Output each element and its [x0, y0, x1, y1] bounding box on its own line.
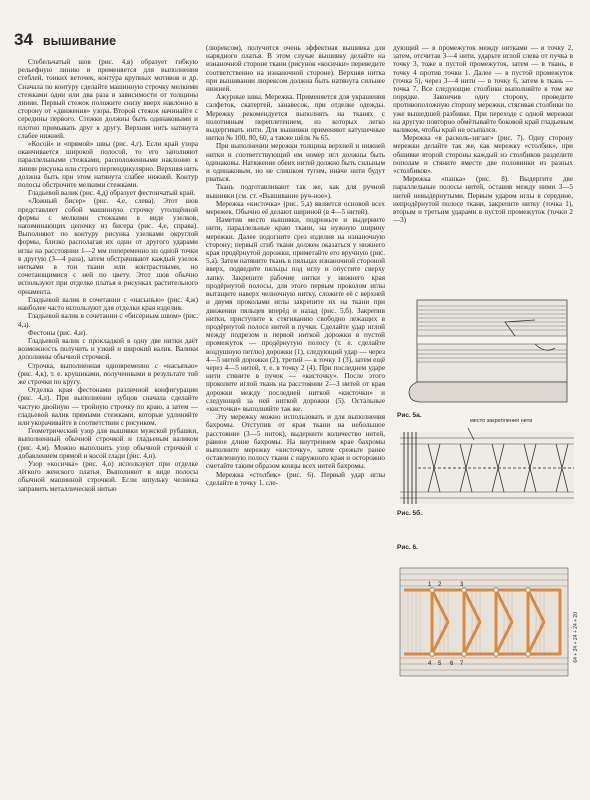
paragraph: «Косой» и «прямой» швы (рис. 4,г). Если край узора оканчивается широкой полосой, то его заполняют параллельными стежками, расположенными наклонно к линии рисунка или строго перпендикулярно. Верхняя нить должна быть при этом натянута слабее нижней. Контур полосы обстрочите мелкими стежками. — [18, 140, 198, 190]
paragraph: Мережка «кисточка» (рис. 5,а) является основой всех мережек. Обычно её делают шириной (в 4—5 нитей). — [206, 199, 385, 217]
paragraph: «Ложный бисер» (рис. 4,е, слева). Этот шов представляет собой машинную строчку утолщённой формы с мелкими стежками в виде узелков, напоминающих цепочку из бисера (рис. 4,е, справа). Выполняют по контуру рисунка узелками округлой формы, близко располагая их один от другого ударами иглы на расстоянии 1—2 мм попеременно из одной точки в другую (3—4 раза), затем обстрачивают каждый узелок нитками в тон ткани или контрастными, но сочетающимися с ней по цвету. Этот шов обычно используют при отделке платья в рисунках растительного орнамента. — [18, 197, 198, 296]
point-label: 6 — [450, 661, 454, 667]
paragraph: (люрексом), получится очень эффектная вышивка для нарядного платья. В этом случае вышивку делайте на изнаночной стороне ткани (рисунок «косички» переведите соответственно на изнаночной стороне). Верхняя нитка при вышивании люрексом должна быть натянута сильнее нижней. — [206, 44, 385, 94]
page-number: 34 — [14, 30, 33, 49]
paragraph: Гладьевой валик (рис. 4,д) образует фестончатый край. — [28, 189, 196, 198]
paragraph: При выполнении мережки толщина верхней и нижней нитки и соответствующий им номер игл должны быть одинаковы. Натяжение обеих нитей должно быть сильным и одинаковым, но не слишком тугим, иначе нити будут рваться. — [206, 142, 385, 184]
column-middle — [206, 44, 385, 794]
figure-6-caption: Рис. 6. — [397, 544, 418, 551]
paragraph: Строчка, выполненная одновременно с «насыпью» (рис. 4,к), т. е. крушиками, полученными в результате той же строчки по кругу. — [18, 361, 198, 386]
point-label: 7 — [460, 661, 464, 667]
paragraph: дующий — в промежуток между нитками — в точку 2, затем, отсчитав 3—4 нити, ударьте иглой слева от пучка в точку 3, тоже в пустой промежуток, затем — в ткань, в точку 4 против точки 1. Далее — в пустой промежуток (точка 5), через 3—4 нити — в точку 6, затем в ткань — точка 7. Все следующие столбики выполняйте в том же порядке. Закончив одну сторону, проведите противоположную сторону мережки, стягивая столбики по уже вышедшей разбивке. При переходе с одной мережки на другую повторно обмётывайте боковой край гладьевым валиком, чтобы край не осыпался. — [393, 44, 573, 135]
point-label: 3 — [460, 582, 464, 588]
paragraph: Эту мережку можно использовать и для выполнения бахромы. Отступив от края ткани на небольшое расстояние (3—5 ниток), выдерните количество нитей, равное длине бахромы. На внутреннем крае бахромы выполните мережку «кисточку», затем срежьте ранее оставленную полосу ткани с наружного края и осторожно сметайте таким образом концы всех нитей бахромы. — [206, 413, 385, 471]
paragraph: Ткань подготавливают так же, как для ручной вышивки (см. ст. «Вышивание руч-ное»). — [206, 183, 385, 200]
paragraph: Мережка «столбик» (рис. 6). Первый удар иглы сделайте в точку 1, сле- — [206, 470, 385, 487]
paragraph: Узор «косичка» (рис. 4,о) используют при отделке лёгкого женского платья. Выполняют в виде полосы обычной машинной строчкой. Если шпульку челнока заправить металлической нитью — [18, 459, 198, 493]
figure-6 — [398, 566, 570, 678]
paragraph: Отделка края фестонами различной конфигурации (рис. 4,л). При выполнении зубцов сначала сделайте частую двойную — тройную строчку по краю, а затем — гладьевой валик прямыми стежками, которые удлиняйте или укорачивайте в соответствии с рисунком. — [18, 386, 198, 427]
figure-6-side-label: 64 + 24 + 24 + 24 + 20 — [573, 612, 579, 663]
figure-5a — [395, 292, 575, 412]
paragraph: Ажурные швы. Мережка. Применяется для украшения салфеток, скатертей, занавесок, при отделке одежды. Мережку рекомендуется выполнять на тканях с полотняным переплетением, из которых легко выдергивать нити. Для вышивки применяют катушечные нитки № 100, 80, 60, а также шёлк № 65. — [206, 93, 385, 143]
paragraph: Наметив место вышивки, подрежьте и выдерните нити, параллельные краю ткани, на нужную ширину мережки. Далее подогните срез изделия на изнаночную сторону; первый сгиб ткани должен оказаться у нижнего края продёрнутой дорожки, приметайте его вручную (рис. 5,а). Затем натяните ткань в пяльцах изнаночной стороной вверх, подведите пяльцы под иглу и опустите сверху лапку. Закрепите рабочие нитки у нижнего края продёрнутой полосы, для этого первым проколом иглы вытащите наверх челночную нитку, сложите её с верхней и двумя проколами иглы закрепите их на ткани при движении пяльцев вперёд и назад (рис. 5,б). Закрепив нитки, приступите к стягиванию свободно лежащих в продёрнутой полосе нитей в пучки. Сделайте удар иглой между подрезом и первой ниткой дорожки в пустой промежуток — продёрнутую полосу (т. е. сделайте воздушную петлю) дорожки (1), следующий удар — через 4—5 нитей дорожки (2), третий — в точку 1 (3), затем ещё через 4—5 нитей, т. е. в точку 2 (4). При последнем ударе нити стяните в пучок — «кисточку». После этого проколите иглой ткань на расстоянии 2—3 нитей от края дорожки между последней ниткой «кисточки» и следующей за ней ниткой дорожки (5). Остальные «кисточки» выполняйте так же. — [206, 216, 385, 413]
figure-5b-label: место закрепления нити — [470, 418, 533, 424]
paragraph: Гладьевой валик с прокладкой в одну две нитки даёт возможность получить и узкий и широкий валик. Валики дополнены обычной строчкой. — [18, 336, 198, 362]
figure-5b-caption: Рис. 5б. — [397, 510, 422, 517]
paragraph: Мережка «панка» (рис. 8). Выдергите две параллельные полосы нитей, оставив между ними 3—5 нитей невыдернутыми. Первым ударом иглы в середине, непродёрнутой полосе ткани, закрепите нитку (точка 1), вторым и третьим ударами в пустой промежуток (точки 2—3) — [393, 175, 573, 225]
paragraph: Мережка «в расколь-зигзаг» (рис. 7). Одну сторону мережки делайте так же, как мережку «столбик», при обшивке второй стороны каждый из столбиков разделите пополам и стяните вместе две половинки из разных «столбиков». — [393, 134, 573, 176]
point-label: 4 — [428, 661, 432, 667]
section-title: вышивание — [42, 34, 117, 48]
paragraph: Стебельчатый шов (рис. 4,в) образует гибкую рельефную линию и применяется для выполнения стеблей, тонких веточек, контура крупных мотивов и др. Сначала по контуру сделайте машинную строчку мелкими стежками один или два раза в зависимости от толщины линии. Первый стежок положите снизу вверх наклонно в сторону от «движения» узора. Второй стежок начинайте с середины первого. Стежки должны быть одинаковыми и плотно примыкать друг к другу. Верхняя нить натянута слабее нижней. — [18, 58, 198, 140]
point-label: 1 — [428, 582, 432, 588]
point-label: 2 — [438, 582, 442, 588]
paragraph: Фестоны (рис. 4,и). — [28, 328, 88, 337]
paragraph: Гладьевой валик в сочетании с «бисерным швом» (рис. 4,з). — [18, 312, 198, 329]
paragraph: Геометрический узор для вышивки мужской рубашки, выполненный обычной строчкой и гладьевым валиком (рис. 4,м). Можно выполнить узор обычной строчкой с добавлением прямой и косой глади (рис. 4,н). — [18, 427, 198, 460]
figure-5a-caption: Рис. 5а. — [397, 412, 422, 419]
point-label: 5 — [438, 661, 442, 667]
paragraph: Гладьевой валик в сочетании с «насыпью» (рис. 4,ж) наиболее часто используют для отделки края изделия. — [18, 295, 198, 313]
column-left — [18, 44, 198, 794]
figure-5b — [398, 428, 576, 508]
